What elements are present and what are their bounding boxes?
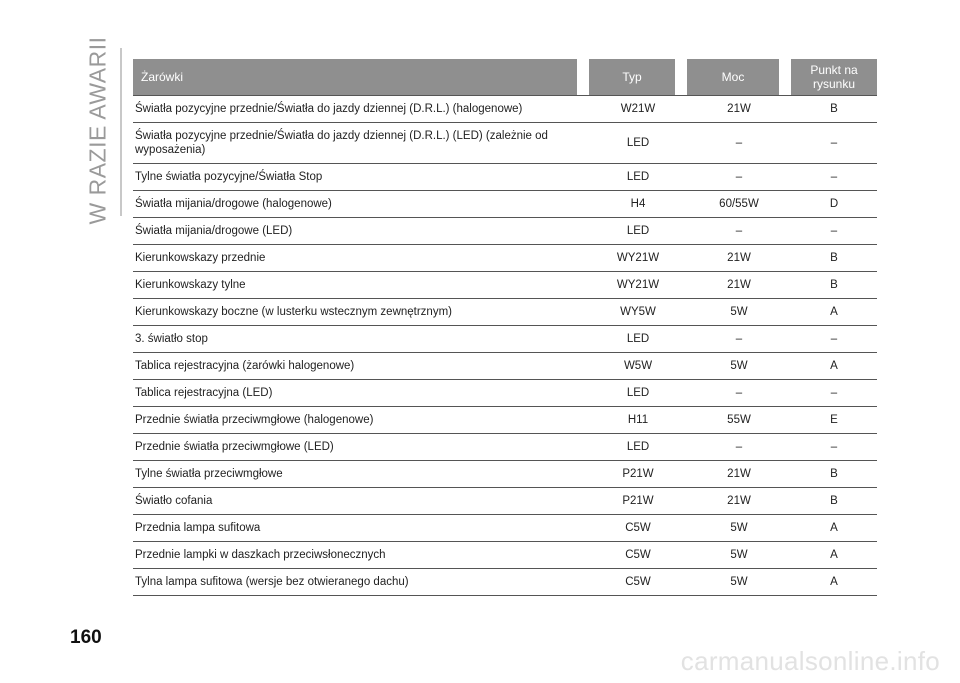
bulb-power: 5W <box>687 353 791 380</box>
table-row <box>133 245 877 272</box>
figure-ref: – <box>791 380 877 407</box>
bulb-name: Tylna lampa sufitowa (wersje bez otwieranego dachu) <box>133 569 589 596</box>
bulb-type: H11 <box>589 407 687 434</box>
bulb-power: 21W <box>687 461 791 488</box>
bulb-type: WY21W <box>589 272 687 299</box>
table-header-row <box>133 59 877 95</box>
bulb-name: Tylne światła przeciwmgłowe <box>133 461 589 488</box>
bulb-name: Tablica rejestracyjna (żarówki halogenowe) <box>133 353 589 380</box>
bulb-name: Światło cofania <box>133 488 589 515</box>
figure-ref: – <box>791 164 877 191</box>
bulb-type: C5W <box>589 542 687 569</box>
figure-ref: – <box>791 218 877 245</box>
bulb-type: WY21W <box>589 245 687 272</box>
bulb-name: Światła pozycyjne przednie/Światła do jazdy dziennej (D.R.L.) (halogenowe) <box>133 95 589 123</box>
table-row <box>133 326 877 353</box>
bulb-power: – <box>687 164 791 191</box>
bulb-type: P21W <box>589 461 687 488</box>
watermark: carmanualsonline.info <box>680 646 940 676</box>
bulb-power: – <box>687 123 791 164</box>
table-row <box>133 461 877 488</box>
bulb-type: LED <box>589 326 687 353</box>
table-row <box>133 299 877 326</box>
bulb-power: 60/55W <box>687 191 791 218</box>
figure-ref: – <box>791 326 877 353</box>
table-row <box>133 542 877 569</box>
figure-ref: B <box>791 245 877 272</box>
bulb-power: 21W <box>687 245 791 272</box>
figure-ref: – <box>791 434 877 461</box>
figure-ref: B <box>791 272 877 299</box>
header-power: Moc <box>687 59 791 95</box>
figure-ref: B <box>791 461 877 488</box>
header-bulbs: Żarówki <box>133 59 589 95</box>
bulb-name: Światła pozycyjne przednie/Światła do jazdy dziennej (D.R.L.) (LED) (zależnie od wyposażenia) <box>133 123 589 164</box>
figure-ref: B <box>791 488 877 515</box>
bulb-name: Przednia lampa sufitowa <box>133 515 589 542</box>
bulb-name: Przednie lampki w daszkach przeciwsłonecznych <box>133 542 589 569</box>
header-type: Typ <box>589 59 687 95</box>
table-row <box>133 407 877 434</box>
bulb-type: LED <box>589 434 687 461</box>
table-row <box>133 191 877 218</box>
figure-ref: A <box>791 299 877 326</box>
bulb-power: 5W <box>687 542 791 569</box>
figure-ref: A <box>791 569 877 596</box>
bulb-name: Kierunkowskazy tylne <box>133 272 589 299</box>
bulb-name: 3. światło stop <box>133 326 589 353</box>
bulbs-table <box>133 59 877 596</box>
table-row <box>133 95 877 123</box>
figure-ref: A <box>791 353 877 380</box>
bulb-power: 5W <box>687 299 791 326</box>
figure-ref: – <box>791 123 877 164</box>
table-row <box>133 434 877 461</box>
bulb-name: Kierunkowskazy boczne (w lusterku wstecznym zewnętrznym) <box>133 299 589 326</box>
bulb-type: P21W <box>589 488 687 515</box>
bulb-type: H4 <box>589 191 687 218</box>
figure-ref: E <box>791 407 877 434</box>
bulb-power: 21W <box>687 488 791 515</box>
table-row <box>133 515 877 542</box>
section-title-text: W RAZIE AWARII <box>84 35 111 225</box>
bulb-type: WY5W <box>589 299 687 326</box>
bulb-name: Światła mijania/drogowe (LED) <box>133 218 589 245</box>
bulb-name: Tablica rejestracyjna (LED) <box>133 380 589 407</box>
bulb-type: LED <box>589 380 687 407</box>
bulb-power: 5W <box>687 515 791 542</box>
bulb-type: W5W <box>589 353 687 380</box>
bulb-name: Przednie światła przeciwmgłowe (halogenowe) <box>133 407 589 434</box>
figure-ref: D <box>791 191 877 218</box>
table-row <box>133 218 877 245</box>
header-figure-ref: Punkt na rysunku <box>791 59 877 95</box>
bulb-type: LED <box>589 218 687 245</box>
figure-ref: A <box>791 515 877 542</box>
page-number: 160 <box>70 627 102 648</box>
bulb-power: – <box>687 434 791 461</box>
figure-ref: B <box>791 95 877 123</box>
bulb-type: W21W <box>589 95 687 123</box>
bulb-power: 5W <box>687 569 791 596</box>
bulb-type: C5W <box>589 569 687 596</box>
figure-ref: A <box>791 542 877 569</box>
section-divider <box>120 48 122 216</box>
section-title <box>78 35 118 225</box>
bulb-type: LED <box>589 123 687 164</box>
table-row <box>133 488 877 515</box>
bulb-power: 21W <box>687 272 791 299</box>
table-row <box>133 380 877 407</box>
bulb-type: LED <box>589 164 687 191</box>
bulb-type: C5W <box>589 515 687 542</box>
bulb-power: 21W <box>687 95 791 123</box>
bulb-name: Światła mijania/drogowe (halogenowe) <box>133 191 589 218</box>
table-row <box>133 569 877 596</box>
table-row <box>133 123 877 164</box>
bulb-power: – <box>687 380 791 407</box>
table-row <box>133 164 877 191</box>
bulb-name: Przednie światła przeciwmgłowe (LED) <box>133 434 589 461</box>
bulb-name: Kierunkowskazy przednie <box>133 245 589 272</box>
table-body <box>133 95 877 596</box>
bulb-power: – <box>687 218 791 245</box>
table-row <box>133 353 877 380</box>
bulb-name: Tylne światła pozycyjne/Światła Stop <box>133 164 589 191</box>
table-row <box>133 272 877 299</box>
bulb-power: – <box>687 326 791 353</box>
bulb-power: 55W <box>687 407 791 434</box>
